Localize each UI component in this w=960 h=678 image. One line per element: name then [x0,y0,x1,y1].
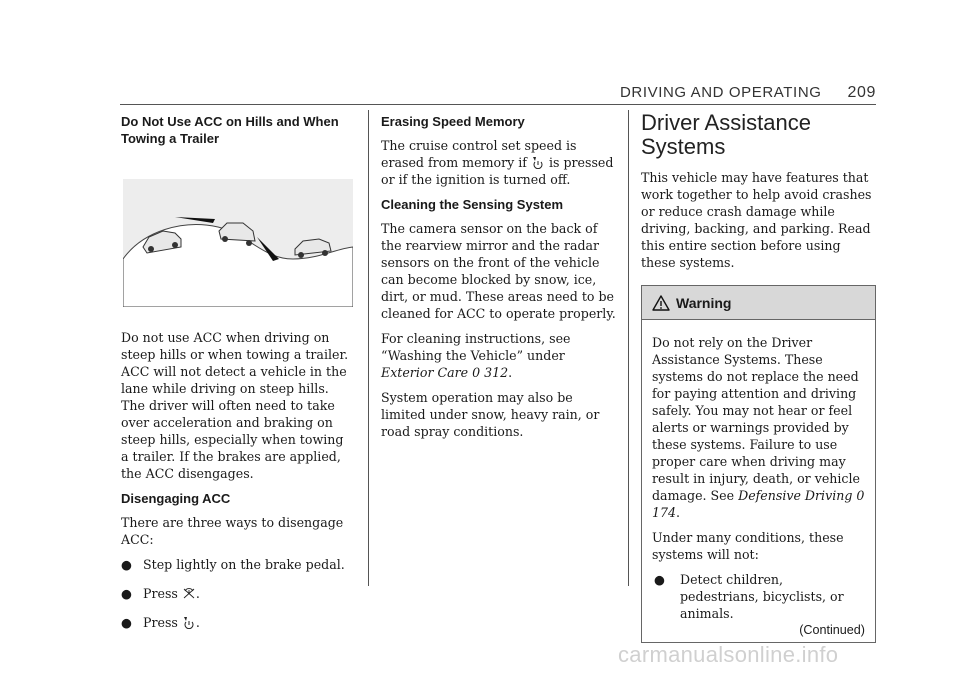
warning-triangle-icon [652,295,670,311]
defensive-driving-link[interactable]: Defensive Driving [738,488,853,503]
heading-disengaging: Disengaging ACC [121,491,231,506]
list-item: ● Detect children, pedestrians, bicyclists, or animals. [654,572,844,621]
limitation-paragraph: System operation may also be limited under snow, heavy rain, or road spray conditions. [381,390,600,439]
list-item: ● Press . [121,586,200,601]
continued-label: (Continued) [799,623,865,637]
exterior-care-link[interactable]: Exterior Care [381,365,469,380]
column-3 [641,110,876,643]
list-item: ● Step lightly on the brake pedal. [121,557,345,572]
cleaning-paragraph: The camera sensor on the back of the rearview mirror and the radar sensors on the front of the vehicle can become blocked by snow, ice, dirt, or mud. These areas need to be cleaned for ACC to operate properly. [381,221,616,321]
bullet: ● [121,615,132,630]
column-divider [368,110,369,586]
intro-paragraph: This vehicle may have features that work together to help avoid crashes or reduce crash damage while driving, backing, and parking. Read this entire section before using these systems. [641,170,872,270]
page-number: 209 [847,84,876,101]
column-2 [381,110,617,448]
erasing-paragraph: The cruise control set speed is erased from memory if is pressed or if the ignition is turned off. [381,138,614,187]
warning-conditions: Under many conditions, these systems will not: [652,530,844,562]
hill-cars-illustration [123,179,353,307]
page-ref[interactable]: 0 312 [472,365,509,380]
watermark: carmanualsonline.info [618,642,839,667]
section-title: DRIVING AND OPERATING [620,84,822,101]
bullet: ● [121,586,132,601]
heading-erasing-memory: Erasing Speed Memory [381,114,525,129]
warning-header [642,286,875,320]
column-divider [628,110,629,586]
disengage-intro: There are three ways to disengage ACC: [121,515,344,547]
warning-title: Warning [676,294,732,311]
bullet: ● [121,557,132,572]
hills-paragraph: Do not use ACC when driving on steep hills or when towing a trailer. ACC will not detect a vehicle in the lane while driving on steep hills. The driver will often need to take over acceleration and braking on steep hills, especially when towing a trailer. If the brakes are applied, the ACC disengages. [121,330,349,481]
section-heading: Driver Assistance Systems [641,110,811,159]
cleaning-reference: For cleaning instructions, see “Washing the Vehicle” under Exterior Care 0 312. [381,331,571,380]
hill-illustration [123,179,353,307]
cruise-onoff-icon [183,616,195,629]
heading-hills-towing: Do Not Use ACC on Hills and When Towing a Trailer [121,114,339,146]
header-rule [120,104,876,105]
warning-box [641,285,876,643]
column-1 [121,110,353,643]
page-header [620,84,876,102]
cruise-onoff-icon [532,156,544,169]
heading-cleaning: Cleaning the Sensing System [381,197,564,212]
disengage-list [121,556,353,631]
page-ref[interactable]: 0 174 [652,488,865,520]
bullet: ● [654,572,665,587]
list-item: ● Press . [121,615,200,630]
cruise-cancel-icon [183,587,195,600]
warning-list [652,571,865,622]
warning-body [642,320,875,642]
warning-paragraph: Do not rely on the Driver Assistance Systems. These systems do not replace the need for paying attention and driving safely. You may not hear or feel alerts or warnings provided by these systems. Failure to use proper care when driving may result in injury, death, or vehicle damage. See Defensive Driving 0 174. [652,335,865,520]
